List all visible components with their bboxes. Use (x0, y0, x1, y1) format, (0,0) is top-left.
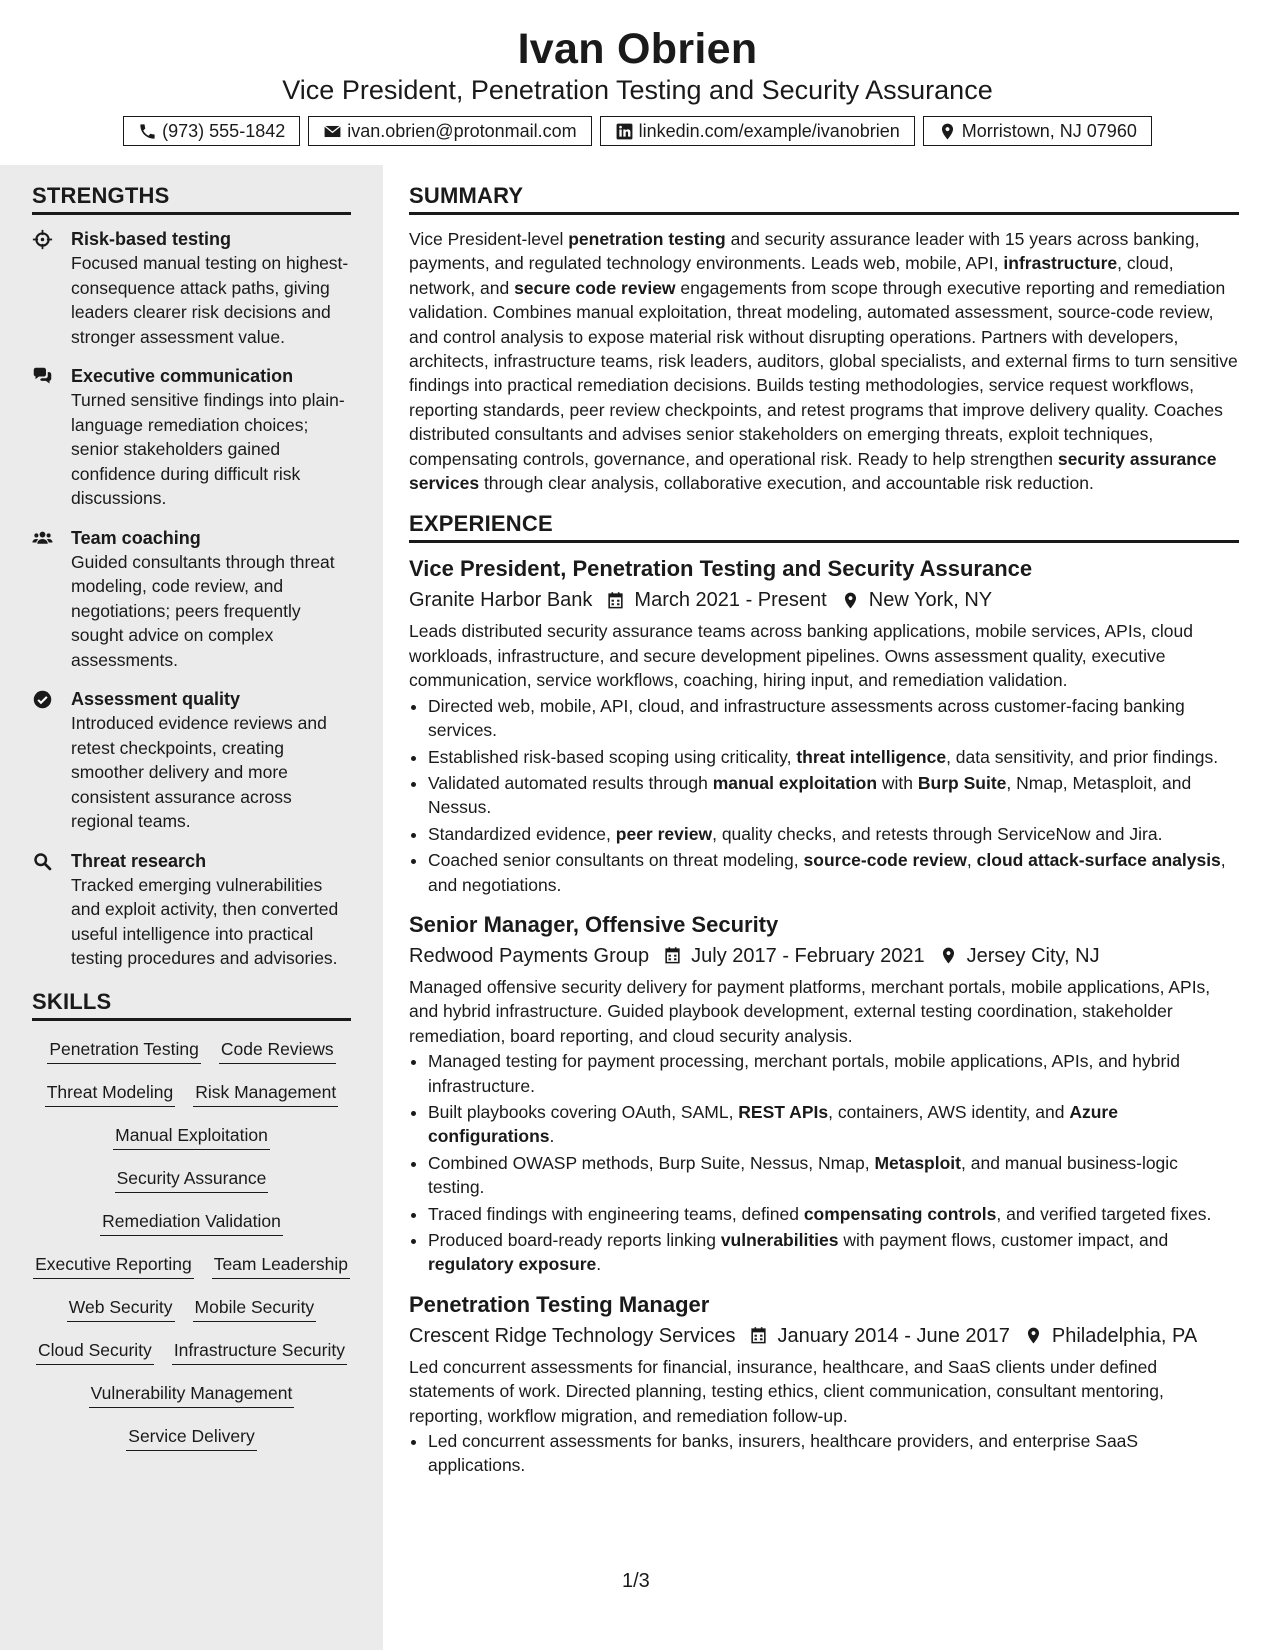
candidate-title: Vice President, Penetration Testing and Security Assurance (282, 75, 993, 105)
job-bullet: • Traced findings with engineering teams, defined compensating controls, and verified targeted fixes. (428, 1202, 1239, 1226)
strengths-heading: STRENGTHS (32, 183, 351, 215)
strength-item (32, 364, 351, 511)
contact-location (923, 116, 1152, 146)
phone-text: (973) 555-1842 (162, 120, 286, 141)
resume-header (0, 0, 1275, 165)
calendar-icon (749, 1326, 768, 1345)
strength-desc: Tracked emerging vulnerabilities and exploit activity, then converted useful intelligence into practical testing procedures and advisories. (71, 874, 339, 968)
experience-heading: EXPERIENCE (409, 511, 1239, 543)
job-bullet: • Standardized evidence, peer review, quality checks, and retests through ServiceNow and Jira. (428, 822, 1239, 846)
calendar-icon (606, 591, 625, 610)
job-bullets (409, 1429, 1239, 1478)
linkedin-icon (615, 122, 634, 141)
job-bullet: • Managed testing for payment processing, merchant portals, mobile applications, APIs, and hybrid infrastructure. (428, 1049, 1239, 1098)
emphasis-text: threat intelligence (796, 746, 947, 767)
job-bullet: • Established risk-based scoping using criticality, threat intelligence, data sensitivity, and prior findings. (428, 745, 1239, 769)
job-title: Senior Manager, Offensive Security (409, 911, 779, 937)
map-pin-icon (939, 946, 958, 965)
strength-item (32, 849, 351, 971)
users-icon (32, 528, 53, 549)
contact-phone[interactable] (123, 116, 300, 146)
strength-item (32, 687, 351, 834)
job-dates: July 2017 - February 2021 (691, 944, 925, 967)
strength-desc: Focused manual testing on highest-consequence attack paths, giving leaders clearer risk decisions and stronger assessment value. (71, 253, 349, 347)
skill-tag: Security Assurance (115, 1166, 269, 1193)
phone-icon (138, 122, 157, 141)
job-bullet: • Led concurrent assessments for banks, insurers, healthcare providers, and enterprise SaaS applications. (428, 1429, 1239, 1478)
emphasis-text: Metasploit (874, 1152, 961, 1173)
emphasis-text: peer review (615, 823, 713, 844)
job-entry (409, 1291, 1239, 1478)
strength-title: Assessment quality (71, 689, 241, 709)
emphasis-text: vulnerabilities (720, 1230, 839, 1250)
job-bullets (409, 694, 1239, 897)
map-pin-icon (1024, 1326, 1043, 1345)
job-meta (409, 1319, 1239, 1353)
linkedin-text: linkedin.com/example/ivanobrien (638, 120, 900, 141)
job-bullet: • Directed web, mobile, API, cloud, and infrastructure assessments across customer-facing banking services. (428, 694, 1239, 743)
skill-tag: Web Security (67, 1295, 175, 1322)
crosshair-icon (32, 229, 53, 250)
job-description: Led concurrent assessments for financial, insurance, healthcare, and SaaS clients under defined statements of work. Directed planning, testing ethics, client communication, consultant mentoring, reporting, workflow migration, and remediation follow-up. (409, 1356, 1164, 1426)
job-description: Leads distributed security assurance teams across banking applications, mobile services, APIs, cloud workloads, infrastructure, and secure development pipelines. Owns assessment quality, executive communication, service workflows, coaching, hiring input, and remediation validation. (409, 621, 1194, 691)
job-description: Managed offensive security delivery for payment platforms, merchant portals, mobile applications, APIs, and hybrid infrastructure. Guided playbook development, external testing coordination, stakeholder remediation, board reporting, and cloud security analysis. (409, 976, 1211, 1046)
skill-tag: Remediation Validation (100, 1209, 283, 1236)
skill-tag: Infrastructure Security (172, 1338, 347, 1365)
envelope-icon (323, 122, 342, 141)
location-text: Morristown, NJ 07960 (961, 120, 1137, 141)
emphasis-text: infrastructure (1003, 253, 1118, 274)
skill-tag: Service Delivery (126, 1424, 256, 1451)
job-meta (409, 583, 1239, 617)
skill-tag: Team Leadership (212, 1252, 350, 1279)
strength-title: Executive communication (71, 366, 294, 386)
calendar-icon (663, 946, 682, 965)
emphasis-text: Burp Suite (917, 772, 1007, 793)
emphasis-text: security assurance services (409, 448, 1217, 494)
emphasis-text: manual exploitation (712, 772, 878, 793)
emphasis-text: secure code review (514, 277, 676, 298)
emphasis-text: compensating controls (803, 1203, 997, 1224)
strength-item (32, 526, 351, 673)
job-title: Vice President, Penetration Testing and Security Assurance (409, 556, 1033, 582)
job-meta (409, 939, 1239, 973)
skill-tag: Code Reviews (219, 1037, 336, 1064)
emphasis-text: source-code review (803, 850, 967, 871)
emphasis-text: Azure configurations (428, 1101, 1118, 1147)
skill-tag: Manual Exploitation (113, 1123, 270, 1150)
sidebar (0, 165, 383, 1650)
skill-tag: Executive Reporting (33, 1252, 194, 1279)
summary-text: Vice President-level penetration testing and security assurance leader with 15 years across banking, payments, and regulated technology environments. Leads web, mobile, API, infrastructure, cloud, network, and secure code review engagements from scope through executive reporting and remediation validation. Combines manual exploitation, threat modeling, automated assessment, source-code review, and control analysis to expose material risk without disrupting operations. Partners with developers, architects, infrastructure teams, risk leaders, auditors, global specialists, and external firms to turn sensitive findings into practical remediation decisions. Builds testing methodologies, service request workflows, reporting standards, peer review checkpoints, and retest programs that improve delivery quality. Coaches distributed consultants and advises senior stakeholders on emerging threats, exploit techniques, compensating controls, governance, and operational risk. Ready to help strengthen security assurance services through clear analysis, collaborative execution, and accountable risk reduction. (409, 229, 1238, 494)
summary-heading: SUMMARY (409, 183, 1239, 215)
job-bullet: • Validated automated results through manual exploitation with Burp Suite, Nmap, Metasploit, and Nessus. (428, 771, 1239, 820)
job-company: Redwood Payments Group (409, 944, 650, 967)
emphasis-text: REST APIs (738, 1101, 829, 1122)
map-pin-icon (841, 591, 860, 610)
skills-list (32, 1033, 351, 1451)
skill-tag: Threat Modeling (45, 1080, 175, 1107)
job-dates: January 2014 - June 2017 (777, 1324, 1010, 1347)
job-bullet: • Coached senior consultants on threat modeling, source-code review, cloud attack-surface analysis, and negotiations. (428, 848, 1239, 897)
emphasis-text: cloud attack-surface analysis (976, 850, 1221, 871)
job-company: Granite Harbor Bank (409, 589, 593, 612)
comments-icon (32, 366, 53, 387)
strength-item (32, 227, 351, 349)
skill-tag: Risk Management (193, 1080, 338, 1107)
job-location: New York, NY (868, 589, 993, 612)
strength-title: Risk-based testing (71, 229, 232, 249)
strength-title: Team coaching (71, 527, 201, 548)
search-icon (32, 851, 53, 872)
job-location: Philadelphia, PA (1051, 1324, 1198, 1347)
contact-linkedin[interactable] (600, 116, 915, 146)
job-dates: March 2021 - Present (634, 589, 827, 612)
job-bullet: • Built playbooks covering OAuth, SAML, REST APIs, containers, AWS identity, and Azure configurations. (428, 1100, 1239, 1149)
strength-desc: Guided consultants through threat modeling, code review, and negotiations; peers frequently sought advice on complex assessments. (71, 551, 335, 670)
job-title: Penetration Testing Manager (409, 1291, 710, 1317)
job-bullets (409, 1049, 1239, 1277)
email-text: ivan.obrien@protonmail.com (347, 120, 577, 141)
job-bullet: • Produced board-ready reports linking vulnerabilities with payment flows, customer impact, and regulatory exposure. (428, 1228, 1239, 1277)
page-number: 1/3 (622, 1570, 650, 1592)
skill-tag: Penetration Testing (47, 1037, 201, 1064)
skill-tag: Vulnerability Management (89, 1381, 295, 1408)
skills-heading: SKILLS (32, 989, 351, 1021)
job-entry (409, 555, 1239, 896)
strength-desc: Turned sensitive findings into plain-language remediation choices; senior stakeholders gained confidence during difficult risk discussions. (71, 390, 345, 508)
job-bullet: • Combined OWASP methods, Burp Suite, Nessus, Nmap, Metasploit, and manual business-logic testing. (428, 1151, 1239, 1200)
emphasis-text: regulatory exposure (428, 1254, 597, 1275)
skill-tag: Cloud Security (36, 1338, 154, 1365)
job-location: Jersey City, NJ (966, 944, 1100, 967)
candidate-name: Ivan Obrien (517, 25, 758, 73)
strength-desc: Introduced evidence reviews and retest checkpoints, creating smoother delivery and more consistent assurance across regional teams. (71, 713, 327, 831)
skill-tag: Mobile Security (193, 1295, 317, 1322)
job-company: Crescent Ridge Technology Services (409, 1324, 736, 1347)
main-content (409, 183, 1239, 1492)
contact-email[interactable] (308, 116, 591, 146)
strength-title: Threat research (71, 850, 207, 871)
map-pin-icon (938, 122, 957, 141)
check-circle-icon (32, 689, 53, 710)
job-entry (409, 911, 1239, 1277)
emphasis-text: penetration testing (568, 229, 726, 249)
contact-bar (0, 116, 1275, 146)
